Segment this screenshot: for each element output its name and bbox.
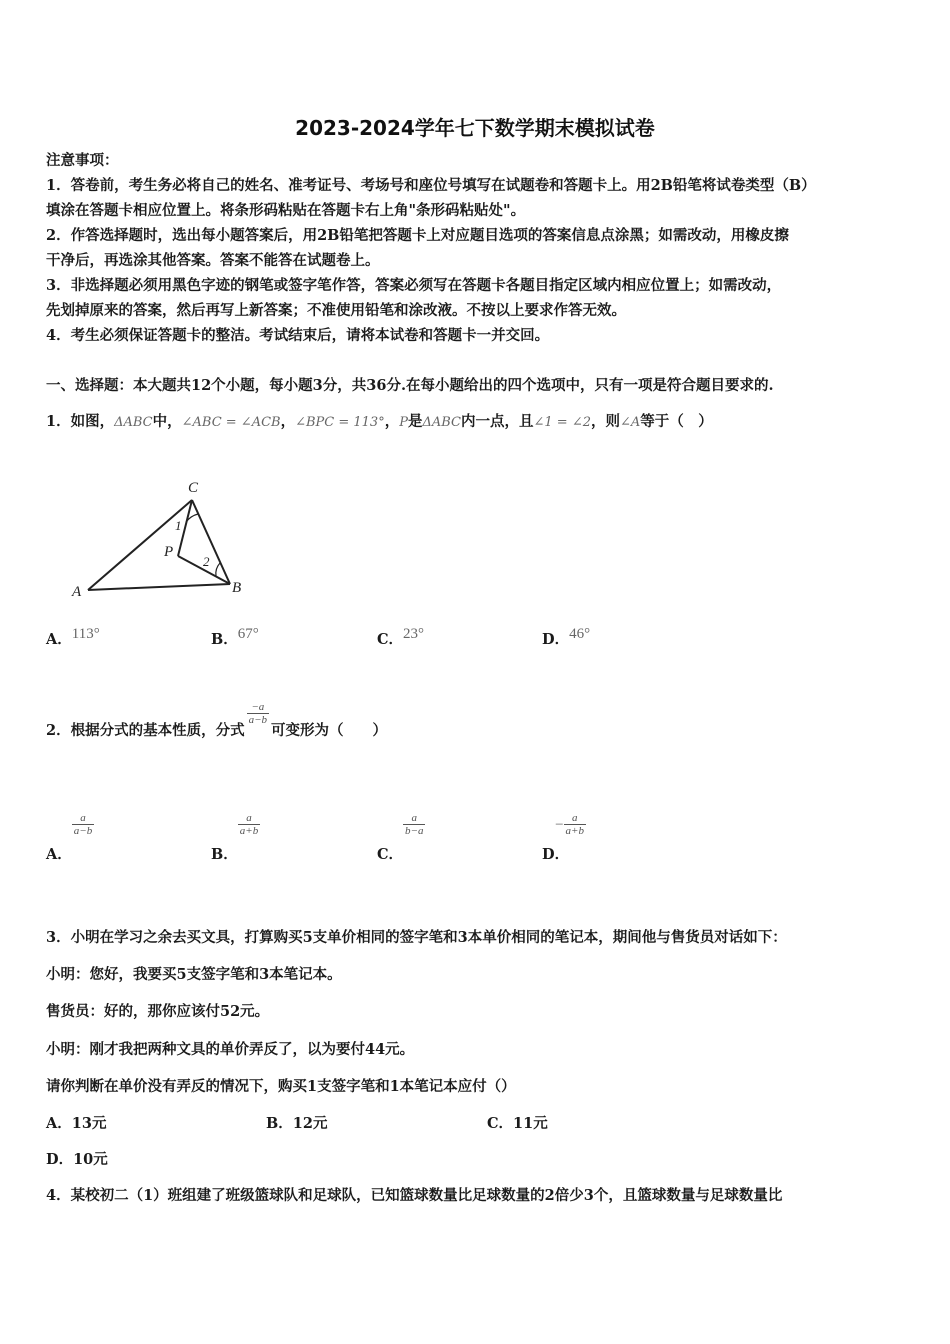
q2-option-a[interactable] xyxy=(46,812,94,863)
vertex-label-b: B xyxy=(232,580,242,596)
q2-option-d-fraction xyxy=(564,812,586,837)
q1-text-2: 中， xyxy=(152,413,182,430)
q1-option-a[interactable] xyxy=(46,628,100,649)
q2-option-d-label: D． xyxy=(542,846,570,863)
edge-ac xyxy=(88,500,192,590)
q1-text-6: 内一点，且 xyxy=(461,413,534,430)
q1-text-1: 1．如图， xyxy=(46,413,115,430)
q2-option-d-num: a xyxy=(564,812,586,825)
triangle-figure xyxy=(60,470,260,610)
q3-option-b-label: B． xyxy=(266,1115,293,1132)
q1-text-8: 等于（ ） xyxy=(640,413,713,430)
q1-option-d-value: 46° xyxy=(569,626,591,642)
q2-option-c-den: b−a xyxy=(405,825,424,837)
notice-line-2a: 2．作答选择题时，选出每小题答案后，用2B铅笔把答题卡上对应题目选项的答案信息点涂黑；如需改动，用橡皮擦 xyxy=(46,227,789,244)
angle-label-2: 2 xyxy=(203,554,210,569)
q3-option-b[interactable] xyxy=(266,1111,327,1137)
notice-line-3b: 先划掉原来的答案，然后再写上新答案；不准使用铅笔和涂改液。不按以上要求作答无效。 xyxy=(46,302,626,319)
q1-text-4: ， xyxy=(384,413,400,430)
page-title: 2023-2024学年七下数学期末模拟试卷 xyxy=(295,116,655,140)
q2-option-b-label: B． xyxy=(211,846,238,863)
q3-option-b-value: 12元 xyxy=(292,1115,328,1132)
q2-option-c[interactable] xyxy=(377,812,425,863)
q2-option-a-label: A． xyxy=(46,846,72,863)
q2-option-d-sign: − xyxy=(555,817,564,833)
q1-math-angle-a: ∠A xyxy=(619,415,641,430)
q1-option-c-label: C． xyxy=(377,631,404,648)
q1-math-triangle: ΔABC xyxy=(114,415,153,430)
q3-dialogue-3: 小明：刚才我把两种文具的单价弄反了，以为要付44元。 xyxy=(46,1041,415,1058)
q1-option-a-label: A． xyxy=(46,631,72,648)
q2-option-d-den: a+b xyxy=(565,825,584,837)
notice-line-1a: 1．答卷前，考生务必将自己的姓名、准考证号、考场号和座位号填写在试题卷和答题卡上。用2B铅笔将试卷类型（B） xyxy=(46,177,816,194)
question-2-stem xyxy=(46,700,388,744)
q1-option-b[interactable] xyxy=(211,628,259,649)
q2-option-a-den: a−b xyxy=(73,825,93,837)
vertex-label-a: A xyxy=(72,584,82,600)
q1-option-d-label: D． xyxy=(542,631,570,648)
q1-option-c[interactable] xyxy=(377,628,424,649)
question-3-stem: 3．小明在学习之余去买文具，打算购买5支单价相同的签字笔和3本单价相同的笔记本，期间他与售货员对话如下： xyxy=(46,929,787,946)
q1-option-d[interactable] xyxy=(542,628,590,649)
q1-option-b-value: 67° xyxy=(237,626,259,642)
q1-text-5: 是 xyxy=(407,413,423,430)
q3-question: 请你判断在单价没有弄反的情况下，购买1支签字笔和1本笔记本应付（） xyxy=(46,1078,516,1095)
question-4-stem: 4．某校初二（1）班组建了班级篮球队和足球队，已知篮球数量比足球数量的2倍少3个，且篮球数量与足球数量比 xyxy=(46,1187,783,1204)
q3-option-c-value: 11元 xyxy=(513,1115,548,1132)
q1-math-angle-eq: ∠1 = ∠2 xyxy=(533,415,591,430)
q3-option-a-label: A． xyxy=(46,1115,72,1132)
q2-text-2: 可变形为（ ） xyxy=(271,722,388,739)
q2-option-a-num: a xyxy=(72,812,94,825)
q2-option-b-fraction xyxy=(238,812,260,837)
q2-fraction xyxy=(247,701,269,726)
q3-option-c-label: C． xyxy=(487,1115,514,1132)
q2-fraction-den: a−b xyxy=(248,713,268,726)
q1-math-triangle-2: ΔABC xyxy=(422,415,461,430)
q3-option-a[interactable] xyxy=(46,1111,106,1137)
angle-arc-2 xyxy=(216,563,220,576)
notice-heading: 注意事项： xyxy=(46,152,119,169)
q1-math-angles-equal: ∠ABC = ∠ACB xyxy=(181,415,281,430)
q1-text-3: ， xyxy=(280,413,296,430)
q2-option-c-label: C． xyxy=(377,846,404,863)
q3-dialogue-2: 售货员：好的，那你应该付52元。 xyxy=(46,1003,270,1020)
edge-cb xyxy=(192,500,230,584)
point-label-p: P xyxy=(164,544,174,560)
notice-line-1b: 填涂在答题卡相应位置上。将条形码粘贴在答题卡右上角"条形码粘贴处"。 xyxy=(46,202,526,219)
q2-option-d[interactable] xyxy=(542,812,586,863)
q2-option-b-den: a+b xyxy=(239,825,259,837)
q3-option-d[interactable] xyxy=(46,1147,108,1173)
notice-line-3a: 3．非选择题必须用黑色字迹的钢笔或签字笔作答，答案必须写在答题卡各题目指定区域内相应位置上；如需改动， xyxy=(46,277,782,294)
q2-text-1: 2．根据分式的基本性质，分式 xyxy=(46,722,245,739)
q1-option-b-label: B． xyxy=(211,631,238,648)
notice-line-2b: 干净后，再选涂其他答案。答案不能答在试题卷上。 xyxy=(46,252,380,269)
q3-dialogue-1: 小明：您好，我要买5支签字笔和3本笔记本。 xyxy=(46,966,342,983)
q3-option-c[interactable] xyxy=(487,1111,548,1137)
q3-option-a-value: 13元 xyxy=(71,1115,107,1132)
q2-option-b[interactable] xyxy=(211,812,260,863)
q1-math-bpc: ∠BPC = 113° xyxy=(295,415,385,430)
section-heading: 一、选择题：本大题共12个小题，每小题3分，共36分.在每小题给出的四个选项中，只有一项是符合题目要求的. xyxy=(46,377,774,394)
q1-text-7: ，则 xyxy=(590,413,620,430)
vertex-label-c: C xyxy=(188,480,199,496)
q1-option-a-value: 113° xyxy=(71,626,100,642)
q3-option-d-value: 10元 xyxy=(73,1151,108,1168)
q2-option-a-fraction xyxy=(72,812,94,837)
edge-ab xyxy=(88,584,230,590)
q2-option-c-fraction xyxy=(403,812,425,837)
q3-option-d-label: D． xyxy=(46,1151,74,1168)
question-1-stem xyxy=(46,409,713,436)
angle-label-1: 1 xyxy=(175,518,182,533)
q2-option-b-num: a xyxy=(238,812,260,825)
q2-fraction-num: −a xyxy=(247,701,269,714)
q1-math-p: P xyxy=(399,415,408,430)
notice-line-4: 4．考生必须保证答题卡的整洁。考试结束后，请将本试卷和答题卡一并交回。 xyxy=(46,327,550,344)
q1-option-c-value: 23° xyxy=(403,626,425,642)
q2-option-c-num: a xyxy=(403,812,425,825)
